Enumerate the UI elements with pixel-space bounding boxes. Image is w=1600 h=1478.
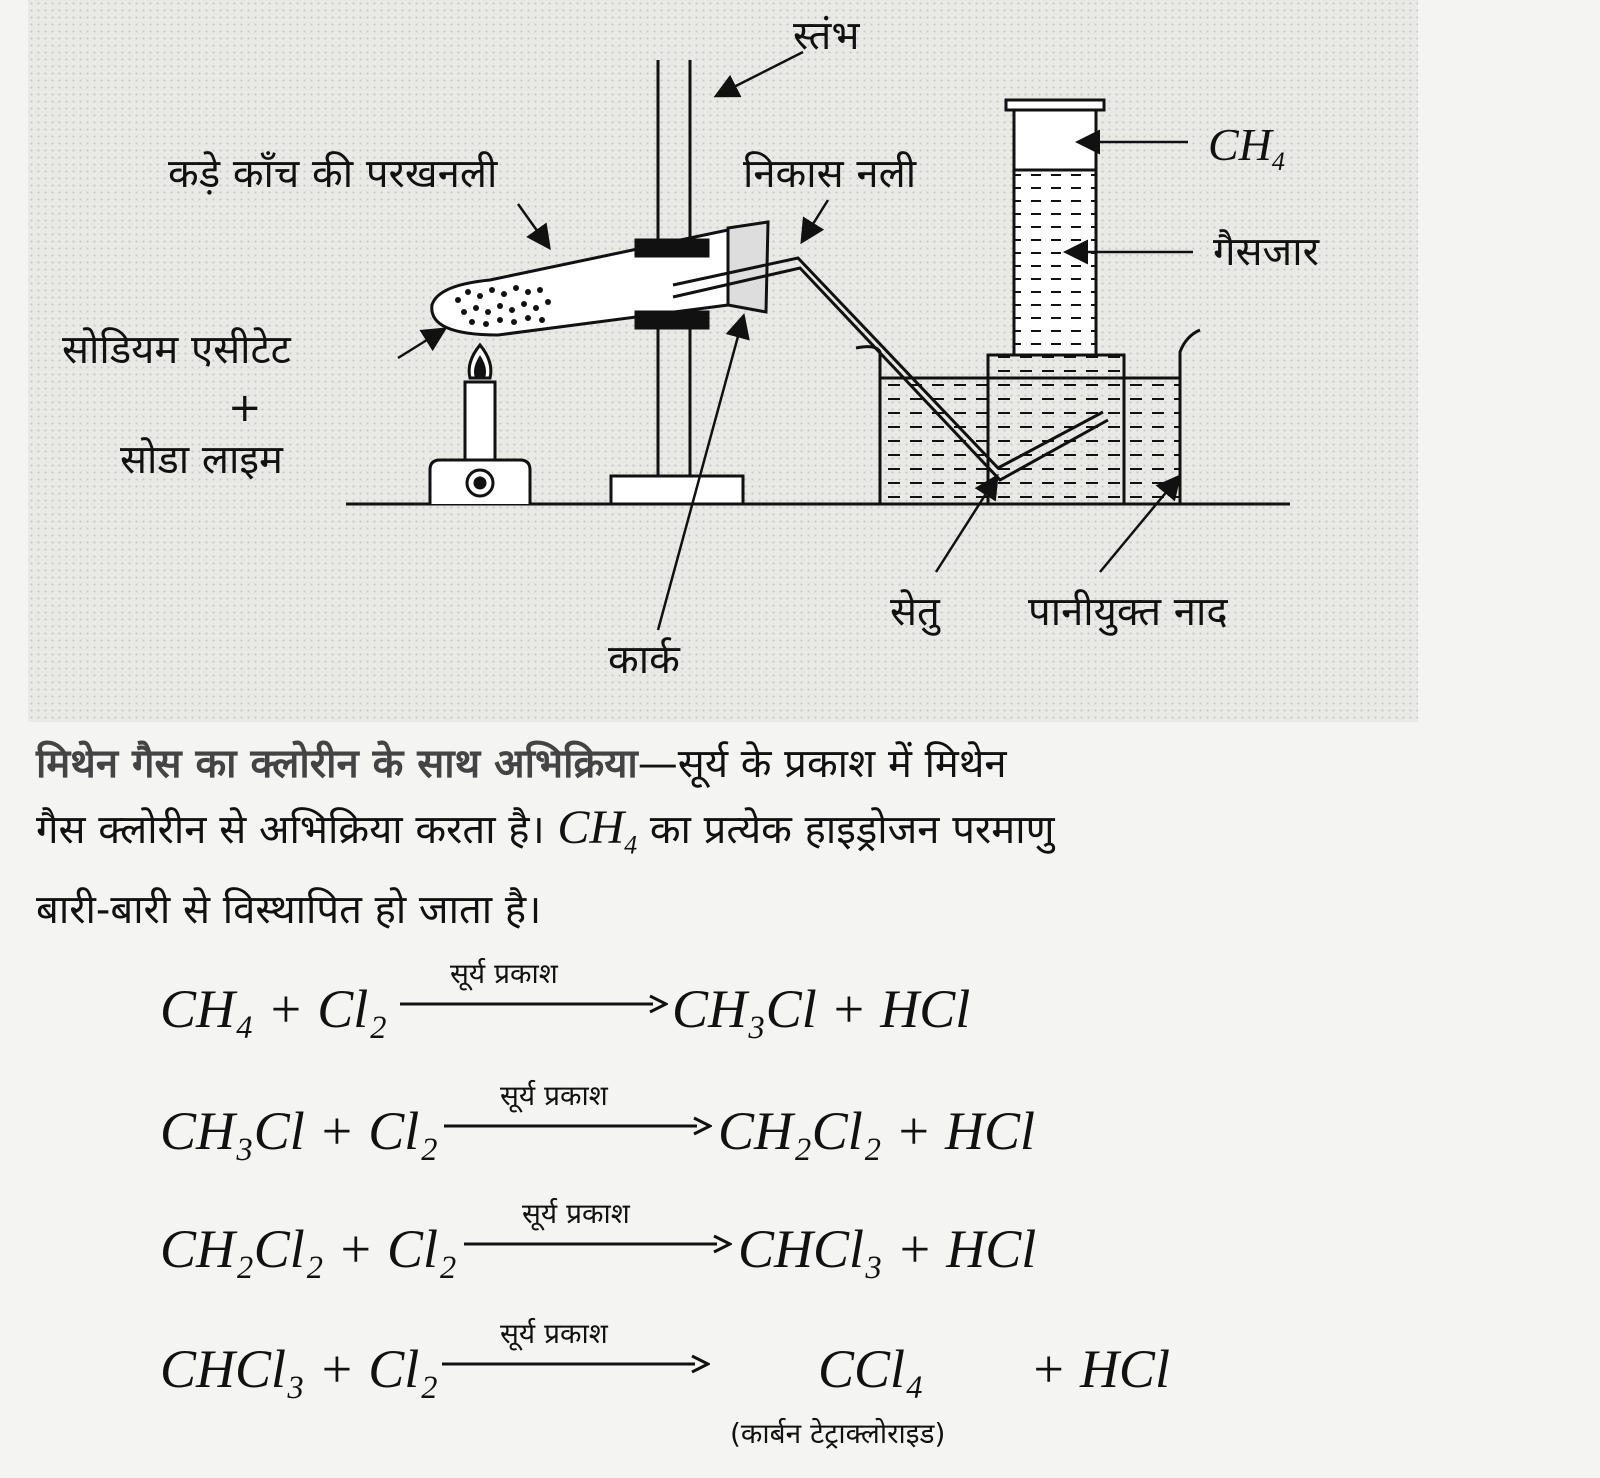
reaction-arrow [442,1116,712,1136]
equation-lhs: CHCl₃ + Cl₂ [160,1339,439,1399]
equation-rhs: CH₂Cl₂ + HCl [718,1101,1036,1161]
reaction-condition: सूर्य प्रकाश [450,957,558,990]
equation-rhs: CH₃Cl + HCl [672,979,971,1039]
methane-formula: $CH_4$ [557,801,638,860]
paragraph-text: गैस क्लोरीन से अभिक्रिया करता है। [36,807,545,853]
equation-lhs: CH₂Cl₂ + Cl₂ [160,1219,457,1279]
reaction-arrow [462,1234,732,1254]
test-tube-label: कड़े काँच की परखनली [168,151,498,197]
section-heading: मिथेन गैस का क्लोरीन के साथ अभिक्रिया [36,741,638,787]
sodium-acetate-label: सोडियम एसीटेट [62,327,291,373]
equation-product: CCl₄ [818,1339,924,1399]
paragraph-text: —सूर्य के प्रकाश में मिथेन [637,741,1007,787]
reaction-arrow [398,994,668,1014]
reaction-condition: सूर्य प्रकाश [500,1079,608,1112]
explanation-paragraph [36,732,1566,942]
equation-lhs: CH₃Cl + Cl₂ [160,1101,439,1161]
methane-label: $CH_4$ [1208,119,1285,177]
equation-4 [0,1317,1600,1470]
product-name-note: (कार्बन टेट्राक्लोराइड) [730,1417,946,1450]
equation-2 [0,1079,1600,1192]
equation-rhs: CHCl₃ + HCl [738,1219,1037,1279]
paragraph-line-1 [36,732,1566,796]
gas-jar-label: गैसजार [1213,229,1319,275]
reactants-plus: + [228,385,262,431]
cork-label: कार्क [608,637,680,683]
paragraph-text: का प्रत्येक हाइड्रोजन परमाणु [649,807,1055,853]
paragraph-line-2 [36,796,1566,878]
stand-label: स्तंभ [793,13,860,59]
test-tube [432,222,768,335]
equation-byproduct: + HCl [1030,1339,1170,1399]
soda-lime-label: सोडा लाइम [120,437,283,483]
gas-jar [1006,100,1104,355]
methane-preparation-figure [28,0,1418,722]
burner [430,345,530,504]
paragraph-line-3: बारी-बारी से विस्थापित हो जाता है। [36,886,542,933]
bridge-stand [988,355,1124,504]
reaction-condition: सूर्य प्रकाश [500,1317,608,1350]
equation-1 [0,957,1600,1070]
equation-3 [0,1197,1600,1310]
bridge-label: सेतु [890,589,940,635]
reaction-arrow [440,1354,710,1374]
delivery-tube-label: निकास नली [743,151,917,197]
equation-lhs: CH₄ + Cl₂ [160,979,388,1039]
water-trough-label: पानीयुक्त नाद [1028,589,1228,635]
reaction-condition: सूर्य प्रकाश [522,1197,630,1230]
